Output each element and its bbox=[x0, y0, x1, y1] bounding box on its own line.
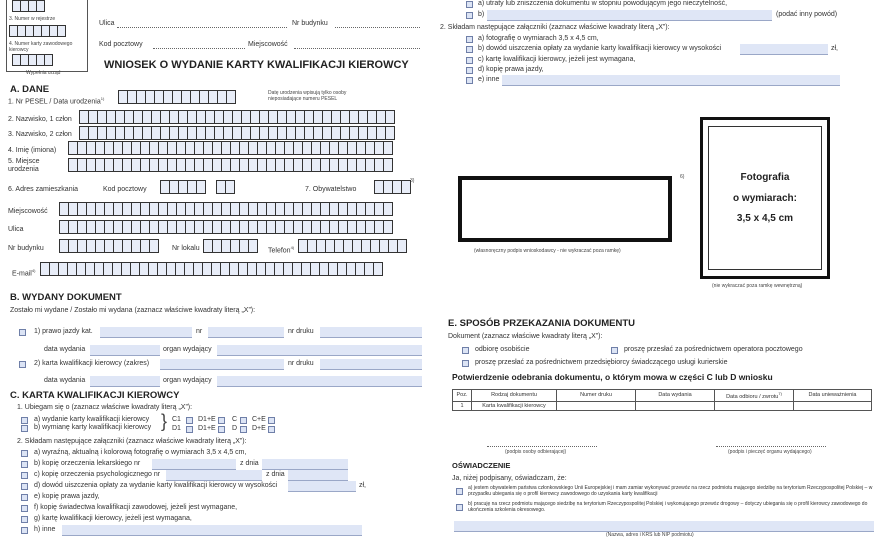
photo-line3: 3,5 x 4,5 cm bbox=[736, 213, 794, 224]
rt-z-e-label: e) inne bbox=[478, 76, 500, 83]
oswiadczenie-intro: Ja, niżej podpisany, oświadczam, że: bbox=[452, 475, 567, 482]
b-item2-checkbox[interactable] bbox=[19, 361, 26, 368]
receipt-table-header bbox=[453, 390, 872, 402]
b-item2-scope-field[interactable] bbox=[160, 359, 284, 370]
cell-poz: 1 bbox=[453, 401, 472, 410]
header-building-label: Nr budynku bbox=[292, 20, 328, 27]
rt-b-field[interactable] bbox=[487, 10, 772, 21]
section-c-title: C. KARTA KWALIFIKACJI KIEROWCY bbox=[10, 390, 180, 401]
c-brace: } bbox=[161, 411, 168, 431]
rt-z-a-checkbox[interactable] bbox=[466, 36, 473, 43]
street-boxes[interactable] bbox=[59, 220, 392, 234]
c-z-d-checkbox[interactable] bbox=[21, 483, 28, 490]
sig2-caption: (podpis i pieczęć organu wydającego) bbox=[728, 449, 812, 455]
rt-z-d-checkbox[interactable] bbox=[466, 67, 473, 74]
rt-z-b-checkbox[interactable] bbox=[466, 46, 473, 53]
header-street-label: Ulica bbox=[99, 20, 115, 27]
apartment-label: Nr lokalu bbox=[172, 245, 200, 252]
c-z-h-field[interactable] bbox=[62, 525, 362, 536]
b-item1-nr-field[interactable] bbox=[208, 327, 284, 338]
e-opt3-label: proszę przesłać za pośrednictwem przedsiębiorcy świadczącego usługi kurierskie bbox=[475, 359, 728, 366]
address-label: 6. Adres zamieszkania bbox=[8, 186, 79, 193]
b-item1-organ-field[interactable] bbox=[217, 345, 422, 356]
c-z-b-nr-field[interactable] bbox=[152, 459, 236, 470]
b-item2-date-label: data wydania bbox=[44, 377, 86, 384]
building-boxes[interactable] bbox=[59, 239, 158, 253]
e-opt2-label: proszę przesłać za pośrednictwem operatora pocztowego bbox=[624, 346, 803, 353]
osw-entity-field[interactable] bbox=[454, 521, 874, 532]
table-row bbox=[453, 401, 872, 410]
phone-boxes[interactable] bbox=[298, 239, 406, 253]
rt-b-label: b) bbox=[478, 11, 485, 18]
b-item2-nrdruku-label: nr druku bbox=[288, 360, 314, 367]
col-numer: Numer druku bbox=[557, 390, 636, 402]
section-a-title: A. DANE bbox=[10, 84, 50, 95]
b-item1-cat-field[interactable] bbox=[100, 327, 192, 338]
form-title: WNIOSEK O WYDANIE KARTY KWALIFIKACJI KIEROWCY bbox=[104, 59, 409, 71]
phone-label: Telefon$^{4)}$ bbox=[268, 245, 295, 255]
birthplace-boxes[interactable] bbox=[68, 158, 392, 172]
apartment-boxes[interactable] bbox=[203, 239, 257, 253]
b-item1-nr-label: nr bbox=[196, 328, 203, 335]
c-z-c-dnia-label: z dnia bbox=[266, 471, 285, 478]
b-item2-organ-field[interactable] bbox=[217, 376, 422, 387]
street-label: Ulica bbox=[8, 226, 24, 233]
rt-a-label: a) utraty lub zniszczenia dokumentu w stopniu powodującym jego nieczytelność, bbox=[478, 0, 728, 7]
c-z-g-checkbox[interactable] bbox=[21, 516, 28, 523]
cell-data-uniewaznienia[interactable] bbox=[794, 401, 872, 410]
b-item2-date-field[interactable] bbox=[90, 376, 160, 387]
confirm-title: Potwierdzenie odebrania dokumentu, o którym mowa w części C lub D wniosku bbox=[452, 372, 773, 382]
b-item1-checkbox[interactable] bbox=[19, 329, 26, 336]
c-z-e-label: e) kopię prawa jazdy, bbox=[34, 493, 100, 500]
surname1-boxes[interactable] bbox=[79, 110, 394, 124]
osw-b-text: b) pracuję na rzecz podmiotu mającego siedzibę na terytorium Rzeczypospolitej Polskiej i wykonującego przewóz drogowy – dotyczy ubiegania się o profil kierowcy zawodowego do ukończenia szkolenia okresowego. bbox=[468, 501, 868, 513]
cell-numer[interactable] bbox=[557, 401, 636, 410]
rt-z-d-label: d) kopię prawa jazdy, bbox=[478, 66, 544, 73]
c-z-a-label: a) wyraźną, aktualną i kolorową fotografię o wymiarach 3,5 x 4,5 cm, bbox=[34, 449, 247, 456]
issuer-boxes-row[interactable] bbox=[12, 54, 52, 66]
osw-a-checkbox[interactable] bbox=[456, 488, 463, 495]
rt-q2: 2. Składam następujące załączniki (zaznacz właściwe kwadraty literą „X”): bbox=[440, 24, 670, 31]
c-z-b-checkbox[interactable] bbox=[21, 461, 28, 468]
cat-d1e-label: D1+E bbox=[198, 425, 216, 432]
email-boxes[interactable] bbox=[40, 262, 382, 276]
c-z-b-date-field[interactable] bbox=[262, 459, 348, 470]
c-a-checkbox[interactable] bbox=[21, 417, 28, 424]
c-a-label: a) wydanie karty kwalifikacji kierowcy bbox=[34, 416, 150, 423]
surname1-label: 2. Nazwisko, 1 człon bbox=[8, 116, 72, 123]
c-z-a-checkbox[interactable] bbox=[21, 450, 28, 457]
b-item1-date-field[interactable] bbox=[90, 345, 160, 356]
cell-data-odbioru[interactable] bbox=[715, 401, 794, 410]
rt-z-c-checkbox[interactable] bbox=[466, 57, 473, 64]
city-boxes[interactable] bbox=[59, 202, 392, 216]
photo-caption: (nie wykraczać poza ramkę wewnętrzną) bbox=[712, 283, 803, 289]
col-data-uniewaznienia: Data unieważnienia bbox=[794, 390, 872, 402]
cat-c1e-checkbox[interactable] bbox=[218, 417, 225, 424]
cat-c1-checkbox[interactable] bbox=[186, 417, 193, 424]
e-opt1-label: odbiorę osobiście bbox=[475, 346, 530, 353]
col-data-odbioru: Data odbioru / zwrotu$^{7)}$ bbox=[715, 390, 794, 402]
cat-ce-checkbox[interactable] bbox=[268, 417, 275, 424]
card-number-label: 4. Numer karty zawodowego kierowcy bbox=[9, 41, 73, 53]
section-e-title: E. SPOSÓB PRZEKAZANIA DOKUMENTU bbox=[448, 318, 636, 329]
e-opt1-checkbox[interactable] bbox=[462, 347, 469, 354]
osw-footer: (Nazwa, adres i KRS lub NIP podmiotu) bbox=[606, 532, 694, 538]
header-city-label: Miejscowość bbox=[248, 41, 288, 48]
cat-d-checkbox[interactable] bbox=[240, 426, 247, 433]
sig2-line[interactable] bbox=[716, 446, 826, 447]
birthplace-label: 5. Miejsce urodzenia bbox=[8, 158, 40, 173]
c-z-h-label: h) inne bbox=[34, 526, 56, 533]
building-label: Nr budynku bbox=[8, 245, 44, 252]
c-z-g-label: g) kartę kwalifikacji kierowcy, jeżeli jest wymagana, bbox=[34, 515, 192, 522]
b-item2-organ-label: organ wydający bbox=[163, 377, 212, 384]
rt-z-e-field[interactable] bbox=[502, 75, 840, 86]
cat-c-checkbox[interactable] bbox=[240, 417, 247, 424]
register-number-boxes[interactable] bbox=[12, 0, 44, 12]
c-z-d-zl: zł, bbox=[359, 482, 366, 489]
cat-de-checkbox[interactable] bbox=[268, 426, 275, 433]
c-z-f-checkbox[interactable] bbox=[21, 505, 28, 512]
c-z-d-amount-field[interactable] bbox=[288, 481, 356, 492]
rt-z-b-label: b) dowód uiszczenia opłaty za wydanie karty kwalifikacji kierowcy w wysokości bbox=[478, 45, 722, 52]
first-name-boxes[interactable] bbox=[68, 141, 392, 155]
surname2-boxes[interactable] bbox=[79, 126, 394, 140]
citizenship-sup: 3) bbox=[410, 178, 415, 184]
b-item1-date-label: data wydania bbox=[44, 346, 86, 353]
sig1-line[interactable] bbox=[487, 446, 597, 447]
c-z-h-checkbox[interactable] bbox=[21, 527, 28, 534]
c-b-checkbox[interactable] bbox=[21, 425, 28, 432]
surname2-label: 3. Nazwisko, 2 człon bbox=[8, 131, 72, 138]
section-b-intro: Zostało mi wydane / Zostało mi wydana (zaznacz właściwe kwadraty literą „X”): bbox=[10, 307, 256, 314]
card-number-boxes[interactable] bbox=[9, 25, 65, 37]
rt-z-a-label: a) fotografię o wymiarach 3,5 x 4,5 cm, bbox=[478, 35, 599, 42]
header-building-field[interactable] bbox=[335, 27, 420, 28]
rt-a-checkbox[interactable] bbox=[466, 1, 473, 8]
c-b-label: b) wymianę karty kwalifikacji kierowcy bbox=[34, 424, 152, 431]
signature-sup: 6) bbox=[680, 174, 685, 180]
postal-label: Kod pocztowy bbox=[103, 186, 147, 193]
rt-z-e-checkbox[interactable] bbox=[466, 77, 473, 84]
cat-c1-label: C1 bbox=[172, 416, 181, 423]
osw-a-text: a) jestem obywatelem państwa członkowskiego Unii Europejskiej i mam zamiar wykonywać przewóz na rzecz podmiotu mającego siedzibę na terytorium Rzeczypospolitej Polskiej – w przypadku ubiegania się o profil kierowcy zawodowego do uzyskania karty kwalifikacji bbox=[468, 485, 873, 497]
cat-d1-label: D1 bbox=[172, 425, 181, 432]
e-opt2-checkbox[interactable] bbox=[611, 347, 618, 354]
cell-data-wydania[interactable] bbox=[636, 401, 715, 410]
city-label: Miejscowość bbox=[8, 208, 48, 215]
c-q2: 2. Składam następujące załączniki (zaznacz właściwe kwadraty literą „X”): bbox=[17, 438, 247, 445]
col-poz: Poz. bbox=[453, 390, 472, 402]
c-z-c-nr-field[interactable] bbox=[166, 470, 262, 481]
register-number-label: 3. Numer w rejestrze bbox=[9, 16, 56, 22]
cat-c-label: C bbox=[232, 416, 238, 423]
b-item2-nrdruku-field[interactable] bbox=[320, 359, 422, 370]
pesel-note: Datę urodzenia wpisują tylko osoby nieposiadające numeru PESEL bbox=[268, 90, 347, 102]
receipt-table bbox=[452, 389, 872, 411]
section-e-intro: Dokument (zaznacz właściwe kwadraty literą „X”): bbox=[448, 333, 603, 340]
cat-d1-checkbox[interactable] bbox=[186, 426, 193, 433]
cat-d-label: D bbox=[232, 425, 238, 432]
issuer-label: Wypełnia urząd bbox=[26, 70, 61, 76]
c-z-e-checkbox[interactable] bbox=[21, 494, 28, 501]
citizenship-label: 7. Obywatelstwo bbox=[305, 186, 357, 193]
c-z-b-label: b) kopię orzeczenia lekarskiego nr bbox=[34, 460, 141, 467]
postal-boxes[interactable] bbox=[160, 180, 205, 194]
oswiadczenie-title: OŚWIADCZENIE bbox=[452, 461, 511, 470]
citizenship-boxes[interactable] bbox=[374, 180, 410, 194]
first-name-label: 4. Imię (imiona) bbox=[8, 147, 57, 154]
c-z-f-label: f) kopię świadectwa kwalifikacji zawodowej, jeżeli jest wymagane, bbox=[34, 504, 238, 511]
c-z-c-checkbox[interactable] bbox=[21, 472, 28, 479]
photo-line1: Fotografia bbox=[740, 172, 790, 183]
photo-line2: o wymiarach: bbox=[733, 193, 797, 204]
sig1-caption: (podpis osoby odbierającej) bbox=[505, 449, 567, 455]
c-q1: 1. Ubiegam się o (zaznacz właściwe kwadraty literą „X”): bbox=[17, 404, 193, 411]
cat-de-label: D+E bbox=[252, 425, 266, 432]
b-item2-label: 2) karta kwalifikacji kierowcy (zakres) bbox=[34, 360, 150, 367]
c-z-c-date-field[interactable] bbox=[288, 470, 348, 481]
e-opt3-checkbox[interactable] bbox=[462, 360, 469, 367]
pesel-label: 1. Nr PESEL / Data urodzenia$^{1)}$ bbox=[8, 96, 105, 106]
rt-b-checkbox[interactable] bbox=[466, 12, 473, 19]
rt-z-c-label: c) kartę kwalifikacji kierowcy, jeżeli jest wymagana, bbox=[478, 56, 636, 63]
header-postal-label: Kod pocztowy bbox=[99, 41, 143, 48]
signature-box[interactable] bbox=[458, 176, 672, 242]
signature-caption: (własnoręczny podpis wnioskodawcy - nie wykraczać poza ramkę) bbox=[474, 248, 621, 254]
col-rodzaj: Rodzaj dokumentu bbox=[472, 390, 557, 402]
rt-z-b-field[interactable] bbox=[740, 44, 828, 55]
email-label: E-mail$^{4)}$ bbox=[12, 268, 36, 278]
rt-z-b-zl: zł, bbox=[831, 45, 838, 52]
header-postal-field[interactable] bbox=[153, 48, 245, 49]
header-street-field[interactable] bbox=[117, 27, 287, 28]
col-data-wydania: Data wydania bbox=[636, 390, 715, 402]
b-item1-label: 1) prawo jazdy kat. bbox=[34, 328, 93, 335]
cat-c1e-label: D1+E bbox=[198, 416, 216, 423]
c-z-b-dnia-label: z dnia bbox=[240, 460, 259, 467]
osw-b-checkbox[interactable] bbox=[456, 504, 463, 511]
pesel-boxes[interactable] bbox=[118, 90, 235, 104]
section-b-title: B. WYDANY DOKUMENT bbox=[10, 292, 122, 303]
cell-rodzaj: Karta kwalifikacji kierowcy bbox=[472, 401, 557, 410]
b-item1-nrdruku-field[interactable] bbox=[320, 327, 422, 338]
c-z-c-label: c) kopię orzeczenia psychologicznego nr bbox=[34, 471, 161, 478]
c-z-d-label: d) dowód uiszczenia opłaty za wydanie karty kwalifikacji kierowcy w wysokości bbox=[34, 482, 278, 489]
b-item1-nrdruku-label: nr druku bbox=[288, 328, 314, 335]
postal-boxes-2[interactable] bbox=[216, 180, 234, 194]
b-item1-organ-label: organ wydający bbox=[163, 346, 212, 353]
cat-d1e-checkbox[interactable] bbox=[218, 426, 225, 433]
header-city-field[interactable] bbox=[294, 48, 420, 49]
rt-b-note: (podać inny powód) bbox=[776, 11, 838, 18]
cat-ce-label: C+E bbox=[252, 416, 266, 423]
